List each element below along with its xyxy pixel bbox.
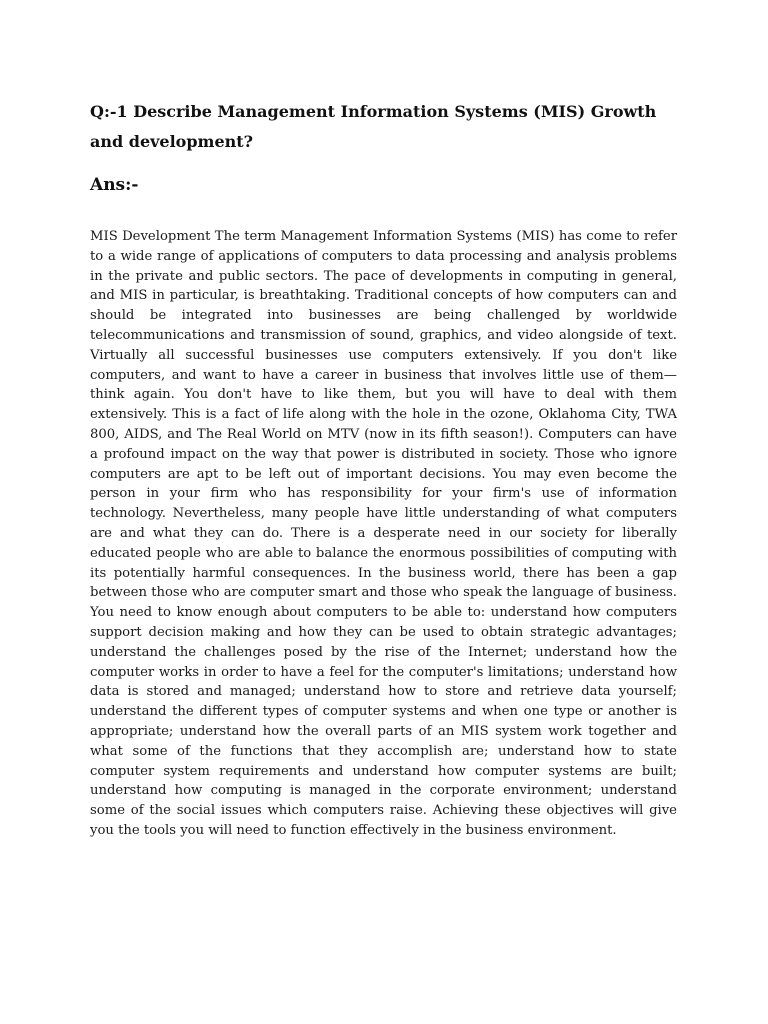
- question-heading: Q:-1 Describe Management Information Systems (MIS) Growth and development?: [90, 102, 657, 151]
- answer-label: Ans:-: [90, 175, 139, 195]
- answer-paragraph: MIS Development The term Management Information Systems (MIS) has come to refer to a wide range of applications of computers to data processing and analysis problems in the private and public sectors. The pace of developments in computing in general, and MIS in particular, is breathtaking. Traditional concepts of how computers can and should be integrated into businesses are being challenged by worldwide telecommunications and transmission of sound, graphics, and video alongside of text. Virtually all successful businesses use computers extensively. If you don't like computers, and want to have a career in business that involves little use of them—think again. You don't have to like them, but you will have to deal with them extensively. This is a fact of life along with the hole in the ozone, Oklahoma City, TWA 800, AIDS, and The Real World on MTV (now in its fifth season!). Computers can have a profound impact on the way that power is distributed in society. Those who ignore computers are apt to be left out of important decisions. You may even become the person in your firm who has responsibility for your firm's use of information technology. Nevertheless, many people have little understanding of what computers are and what they can do. There is a desperate need in our society for liberally educated people who are able to balance the enormous possibilities of computing with its potentially harmful consequences. In the business world, there has been a gap between those who are computer smart and those who speak the language of business. You need to know enough about computers to be able to: understand how computers support decision making and how they can be used to obtain strategic advantages; understand the challenges posed by the rise of the Internet; understand how the computer works in order to have a feel for the computer's limitations; understand how data is stored and managed; understand how to store and retrieve data yourself; understand the different types of computer systems and when one type or another is appropriate; understand how the overall parts of an MIS system work together and what some of the functions that they accomplish are; understand how to state computer system requirements and understand how computer systems are built; understand how computing is managed in the corporate environment; understand some of the social issues which computers raise. Achieving these objectives will give you the tools you will need to function effectively in the business environment.: [90, 229, 677, 838]
